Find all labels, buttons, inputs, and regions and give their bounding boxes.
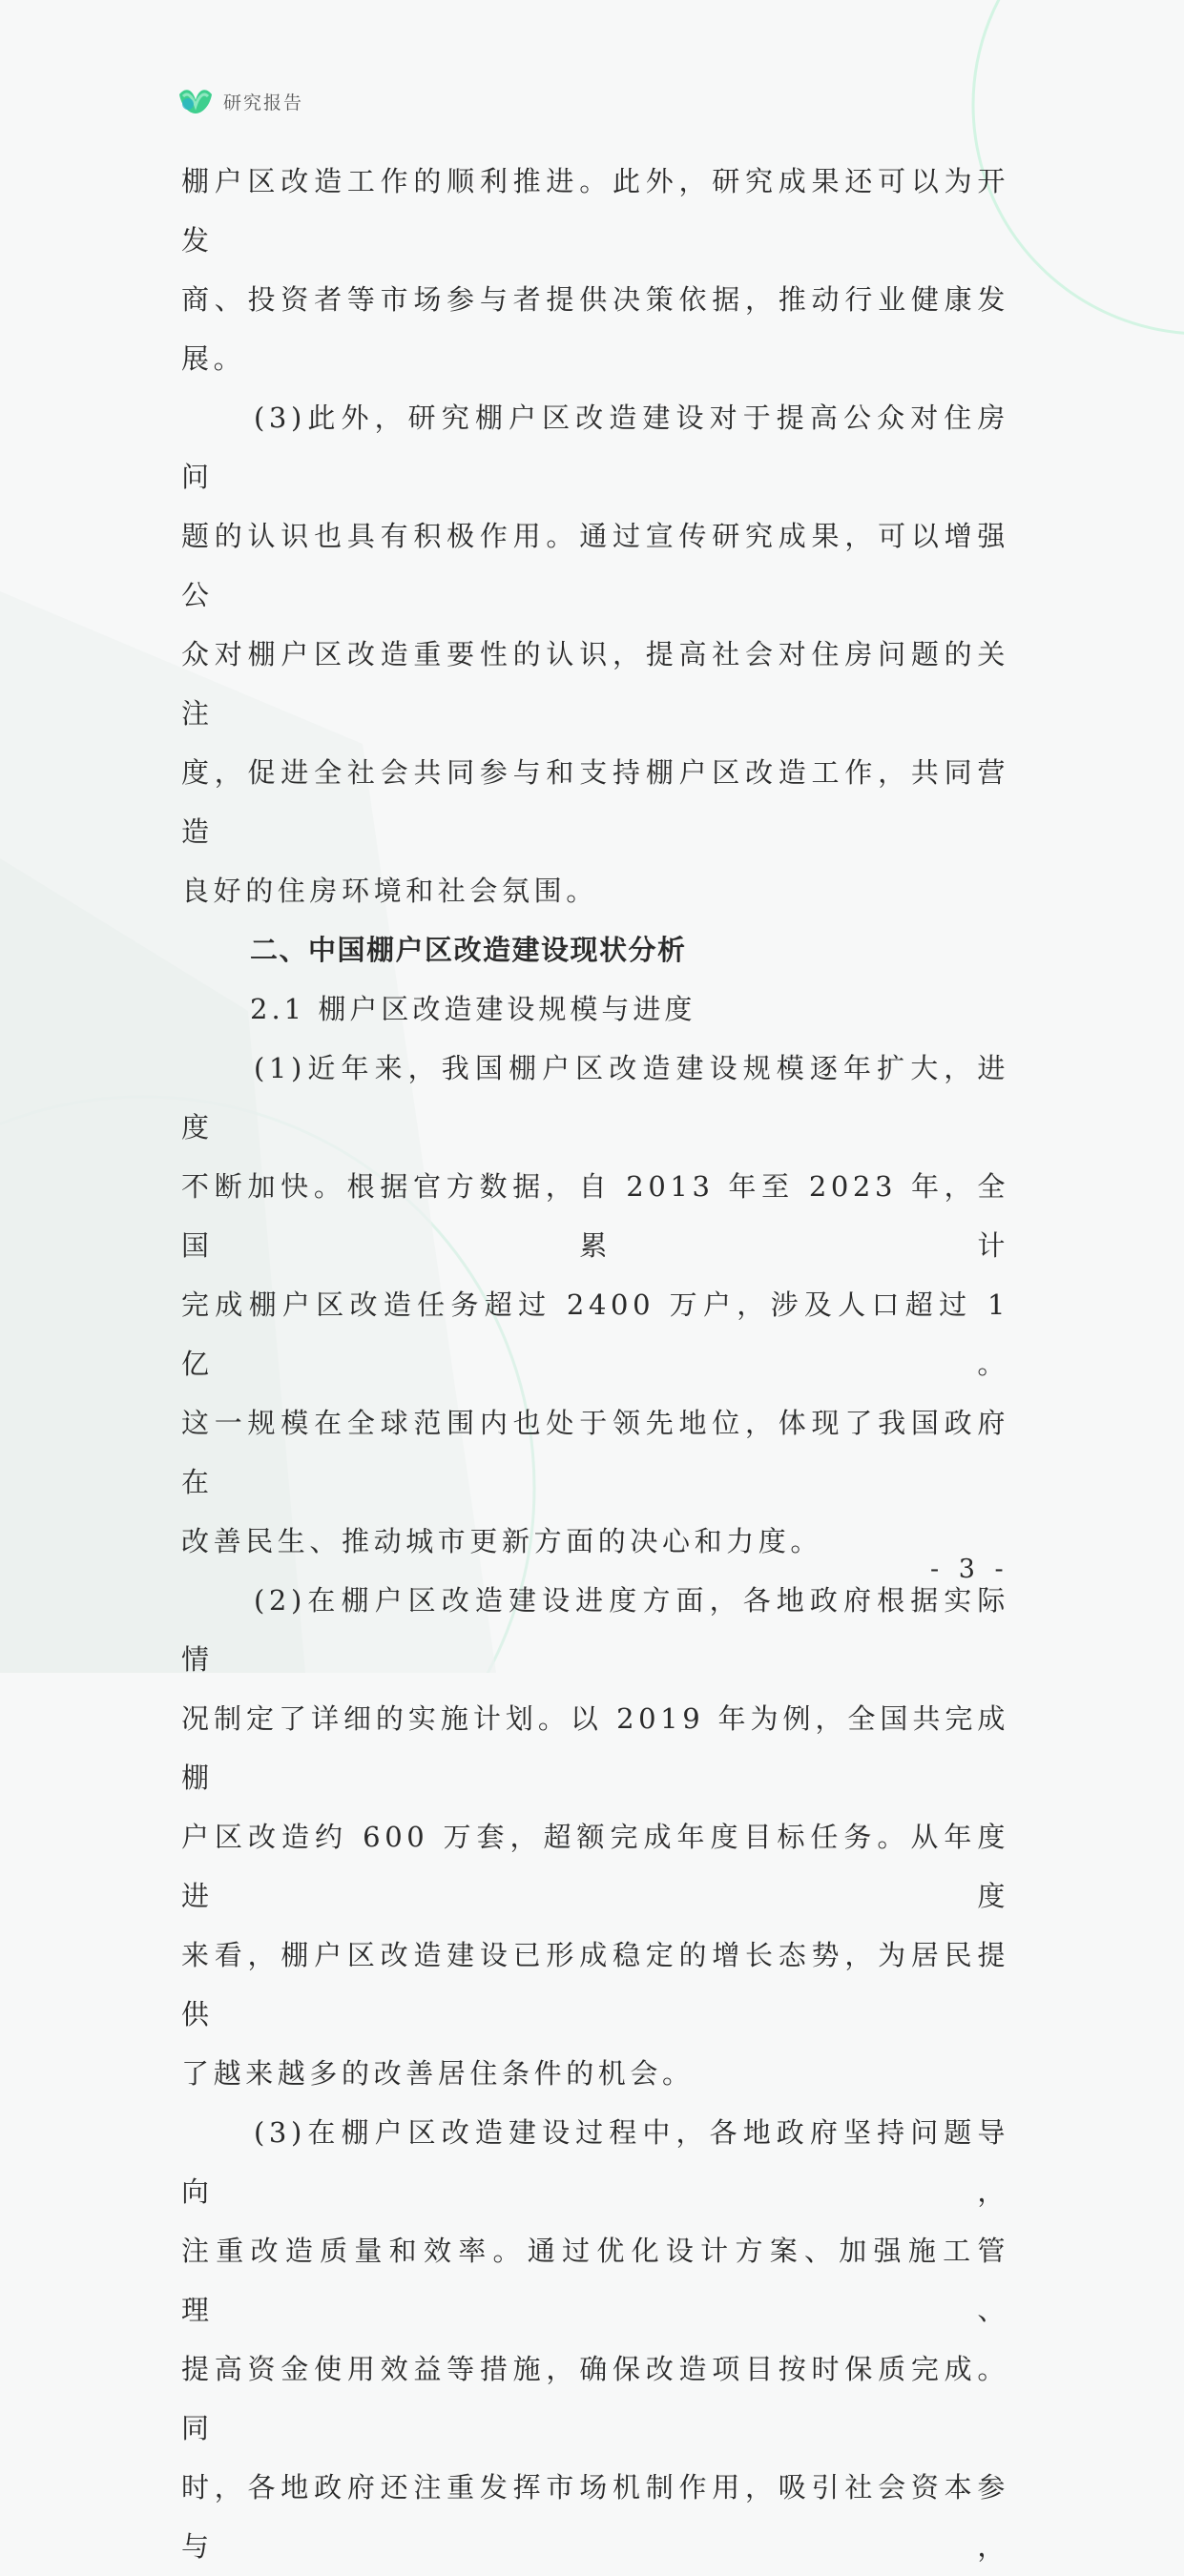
paragraph-line: (3)此外，研究棚户区改造建设对于提高公众对住房问 xyxy=(181,402,1009,493)
paragraph-line: 度，促进全社会共同参与和支持棚户区改造工作，共同营造 xyxy=(181,756,1009,848)
paragraph-line: (3)在棚户区改造建设过程中，各地政府坚持问题导向， xyxy=(181,2116,1009,2208)
document-body xyxy=(181,152,1009,2576)
report-label: 研究报告 xyxy=(223,92,304,113)
paragraph-line: (2)在棚户区改造建设进度方面，各地政府根据实际情 xyxy=(181,1584,1009,1676)
paragraph-line: 况制定了详细的实施计划。以 2019 年为例，全国共完成棚 xyxy=(181,1702,1009,1794)
paragraph-line: 改善民生、推动城市更新方面的决心和力度。 xyxy=(181,1525,823,1557)
paragraph-line: 良好的住房环境和社会氛围。 xyxy=(181,875,598,907)
report-header xyxy=(177,82,303,120)
paragraph-line: 户区改造约 600 万套，超额完成年度目标任务。从年度进度 xyxy=(181,1821,1009,1912)
paragraph-line: 众对棚户区改造重要性的认识，提高社会对住房问题的关注 xyxy=(181,638,1009,730)
paragraph-line: 棚户区改造工作的顺利推进。此外，研究成果还可以为开发 xyxy=(181,165,1009,257)
paragraph-line: 完成棚户区改造任务超过 2400 万户，涉及人口超过 1 亿。 xyxy=(181,1288,1009,1380)
green-leaf-logo-icon xyxy=(177,85,214,117)
paragraph-line: 这一规模在全球范围内也处于领先地位，体现了我国政府在 xyxy=(181,1407,1009,1498)
paragraph-line: 提高资金使用效益等措施，确保改造项目按时保质完成。同 xyxy=(181,2353,1009,2444)
paragraph-line: (1)近年来，我国棚户区改造建设规模逐年扩大，进度 xyxy=(181,1052,1009,1144)
paragraph-line: 不断加快。根据官方数据，自 2013 年至 2023 年，全国累计 xyxy=(181,1170,1009,1262)
paragraph-line: 题的认识也具有积极作用。通过宣传研究成果，可以增强公 xyxy=(181,520,1009,611)
paragraph-line: 来看，棚户区改造建设已形成稳定的增长态势，为居民提供 xyxy=(181,1939,1009,2030)
page-number: - 3 - xyxy=(930,1555,1009,1584)
paragraph-line: 注重改造质量和效率。通过优化设计方案、加强施工管理、 xyxy=(181,2235,1009,2326)
section-heading: 二、中国棚户区改造建设现状分析 xyxy=(250,934,687,966)
paragraph-line: 了越来越多的改善居住条件的机会。 xyxy=(181,2057,695,2090)
subsection-heading: 2.1 棚户区改造建设规模与进度 xyxy=(250,993,696,1025)
paragraph-line: 时，各地政府还注重发挥市场机制作用，吸引社会资本参与， xyxy=(181,2471,1009,2563)
paragraph-line: 商、投资者等市场参与者提供决策依据，推动行业健康发展。 xyxy=(181,283,1009,375)
